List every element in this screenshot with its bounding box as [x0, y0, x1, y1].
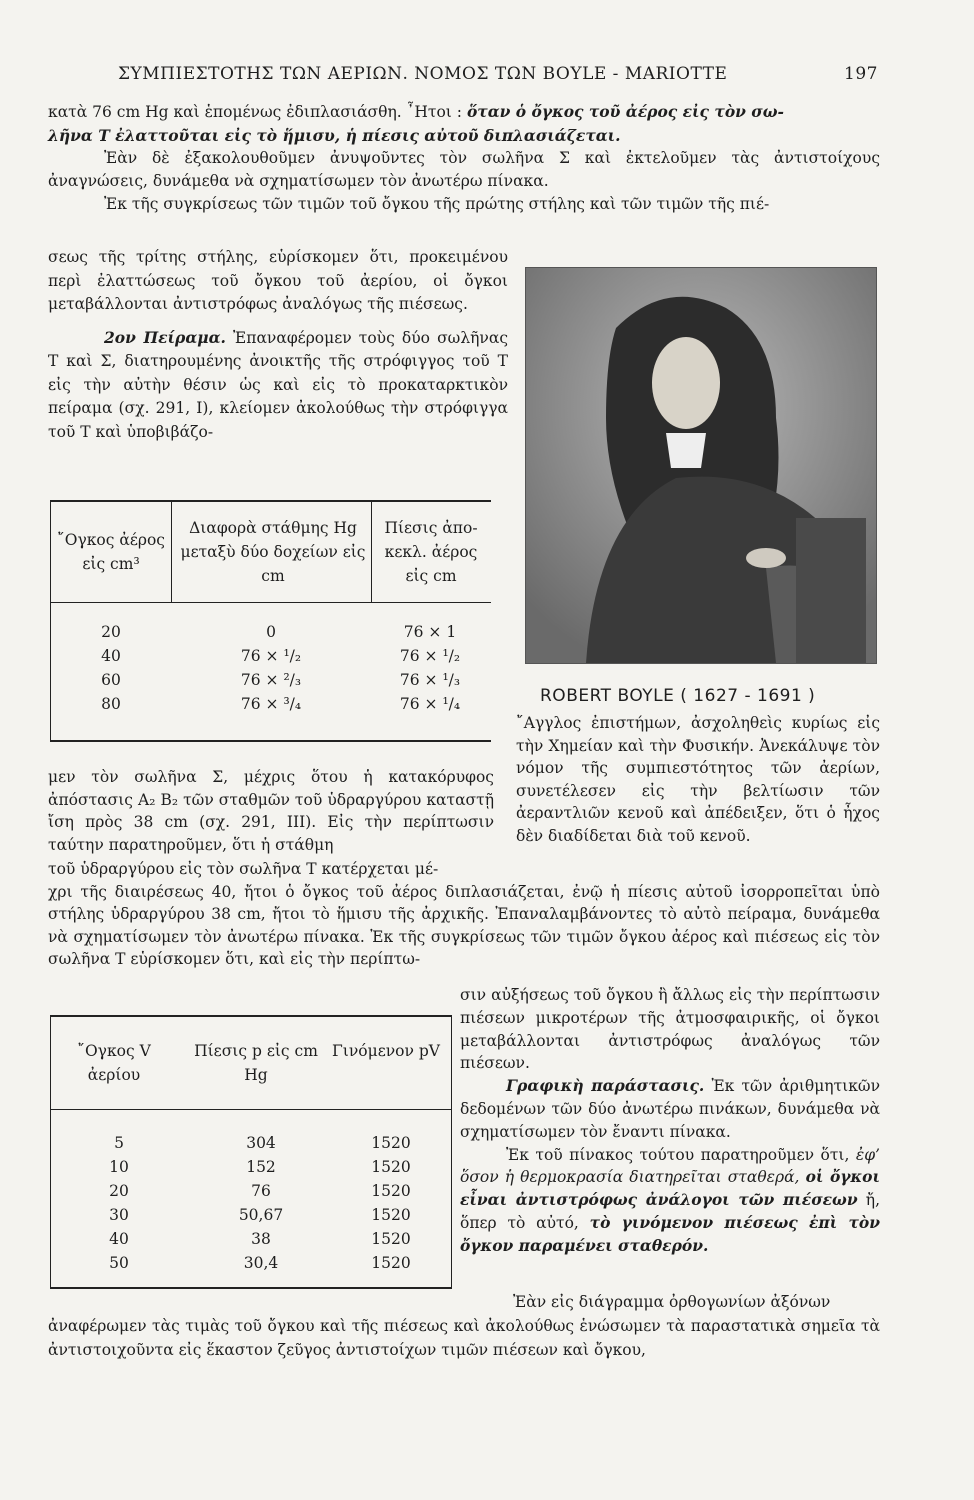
table-1-header-cell: ῎Ογκος ἀέρος εἰς cm³	[57, 531, 165, 573]
intro-line-1-emph: ὅταν ὁ ὄγκος τοῦ ἀέρος εἰς τὸν σω-	[466, 102, 784, 121]
experiment-2-label: 2ον Πείραμα.	[104, 327, 226, 347]
table-1-cell: 0	[266, 623, 276, 641]
right-col-paragraph-1: σιν αὐξήσεως τοῦ ὄγκου ἢ ἄλλως εἰς τὴν περίπτωσιν πιέσεων μικροτέρων τῆς ἀτμοσφαιρικῆς, οἱ ὄγκοι μεταβάλλονται ἀντιστρόφως ἀναλόγως τῶν πιέσεων.	[460, 986, 880, 1073]
middle-paragraph-text: χρι τῆς διαιρέσεως 40, ἤτοι ὁ ὄγκος τοῦ ἀέρος διπλασιάζεται, ἐνῷ ἡ πίεσις αὐτοῦ ἰσορροπεῖται ὑπὸ στήλης ὑδραργύρου 38 cm, ἤτοι τὸ ἥμισυ τῆς ἀρχικῆς. Ἐπαναλαμβάνοντες τὸ αὐτὸ πείραμα, δυνάμεθα νὰ σχηματίσωμεν τὸν ἀνωτέρω πίνακα. Ἐκ τῆς συγκρίσεως τῶν τιμῶν ὄγκου ἀέρος καὶ πιέσεως εἰς τὸν σωλῆνα Τ εὑρίσκομεν ὅτι, καὶ εἰς τὴν περίπτω-	[48, 882, 880, 968]
table-2-cell: 1520	[371, 1230, 411, 1248]
table-1	[50, 500, 491, 742]
intro-line-1	[48, 100, 880, 124]
table-2-cell: 50	[109, 1254, 129, 1272]
table-2-cell: 40	[109, 1230, 129, 1248]
right-column	[460, 984, 880, 1258]
table-2-cell: 38	[251, 1230, 271, 1248]
table-2-cell: 76	[251, 1182, 271, 1200]
intro-line-1-text: κατὰ 76 cm Hg καὶ ἑπομένως ἐδιπλασιάσθη. ῏Ητοι :	[48, 103, 467, 121]
table-2-cell: 50,67	[238, 1206, 284, 1224]
table-1-cell: 76 × 1	[403, 623, 457, 641]
table-2-cell: 30,4	[243, 1254, 279, 1272]
closing-text: ἀναφέρωμεν τὰς τιμὰς τοῦ ὄγκου καὶ τῆς πιέσεως καὶ ἀκολούθως ἑνώσωμεν τὰ παραστατικὰ σημεῖα τὰ ἀντιστοιχοῦντα εἰς ἕκαστον ζεῦγος ἀντιστοίχων τιμῶν πιέσεων καὶ ὄγκου,	[48, 1317, 880, 1359]
table-1-header-cell: Πίεσις ἀπο- κεκλ. ἀέρος εἰς cm	[384, 519, 478, 585]
table-2-cell: 10	[109, 1158, 129, 1176]
conclusion-text-d: ἤ, ὅπερ τὸ αὐτό,	[460, 1191, 880, 1232]
conclusion-text-c: οἱ ὄγκοι εἶναι ἀντιστρόφως ἀνάλογοι τῶν πιέσεων	[460, 1167, 880, 1210]
table-2-cell: 1520	[371, 1134, 411, 1152]
page-number: 197	[844, 64, 878, 84]
table-2-cell: 30	[109, 1206, 129, 1224]
graphic-representation-text: Ἐκ τῶν ἀριθμητικῶν δεδομένων τῶν δύο ἀνωτέρω πινάκων, δυνάμεθα νὰ σχηματίσωμεν τὸν ἔναντι πίνακα.	[460, 1077, 880, 1141]
experiment-2-paragraph	[48, 326, 508, 445]
conclusion-text-b: ἐφ’ ὅσον ἡ θερμοκρασία διατηρεῖται σταθερά,	[460, 1145, 880, 1187]
table-2-header-cell: Γινόμενον pV	[332, 1042, 440, 1060]
table-1-cell: 76 × ²/₃	[240, 671, 302, 689]
table-1-cell: 20	[101, 623, 121, 641]
experiment-2-text: Ἐπαναφέρομεν τοὺς δύο σωλῆνας Τ καὶ Σ, διατηρουμένης ἀνοικτῆς τῆς στρόφιγγος τοῦ Τ εἰς τὴν αὐτὴν θέσιν ὡς καὶ εἰς τὸ προκαταρκτικὸν πείραμα (σχ. 291, I), κλείομεν ἀκολούθως τὴν στρόφιγγα τοῦ Τ καὶ ὑποβιβάζο-	[48, 328, 508, 441]
middle-paragraph-first-line: τοῦ ὑδραργύρου εἰς τὸν σωλῆνα Τ κατέρχεται μέ-	[48, 860, 439, 878]
portrait-engraving-icon	[526, 268, 876, 663]
table-1-divider	[171, 502, 172, 602]
table-1-cell: 76 × ³/₄	[240, 695, 302, 713]
table-1-cell: 40	[101, 647, 121, 665]
table-1-divider	[371, 502, 372, 602]
left-column-1	[48, 246, 508, 444]
table-1-cell: 76 × ¹/₂	[240, 647, 302, 665]
intro-line-2: λῆνα Τ ἐλαττοῦται εἰς τὸ ἥμισυ, ἡ πίεσις αὐτοῦ διπλασιάζεται.	[48, 126, 621, 145]
table-2-cell: 152	[246, 1158, 276, 1176]
middle-paragraph	[48, 858, 880, 971]
closing-paragraph	[48, 1290, 880, 1362]
conclusion-paragraph	[460, 1144, 880, 1258]
portrait-caption-text: ῎Αγγλος ἐπιστήμων, ἀσχοληθεὶς κυρίως εἰς τὴν Χημείαν καὶ τὴν Φυσικήν. Ἀνεκάλυψε τὸν νόμον τῆς συμπιεστότητος τῶν ἀερίων, συνετέλεσεν εἰς τὴν βελτίωσιν τῶν ἀεραντλιῶν κενοῦ καὶ ἀπέδειξεν, ὅτι ὁ ἦχος δὲν διαδίδεται διὰ τοῦ κενοῦ.	[516, 714, 880, 845]
table-2-cell: 1520	[371, 1158, 411, 1176]
table-1-cell: 76 × ¹/₃	[399, 671, 461, 689]
table-1-cell: 60	[101, 671, 121, 689]
table-1-cell: 80	[101, 695, 121, 713]
closing-first-line: Ἐὰν εἰς διάγραμμα ὀρθογωνίων ἀξόνων	[513, 1293, 831, 1311]
table-2-header-cell: Πίεσις p εἰς cm Hg	[194, 1042, 318, 1084]
table-2-cell: 5	[114, 1134, 124, 1152]
intro-paragraph-2: Ἐὰν δὲ ἐξακολουθοῦμεν ἀνυψοῦντες τὸν σωλῆνα Σ καὶ ἐκτελοῦμεν τὰς ἀντιστοίχους ἀναγνώσεις, δυνάμεθα νὰ σχηματίσωμεν τὸν ἀνωτέρω πίνακα.	[48, 149, 880, 190]
table-2	[50, 1015, 452, 1289]
intro-block	[48, 100, 880, 216]
table-1-cell: 76 × ¹/₄	[399, 695, 461, 713]
table-1-header-cell: Διαφορὰ στάθμης Hg μεταξὺ δύο δοχείων εἰς cm	[180, 519, 366, 585]
table-2-cell: 1520	[371, 1206, 411, 1224]
portrait-caption-title: ROBERT BOYLE ( 1627 - 1691 )	[540, 686, 816, 706]
table-2-cell: 20	[109, 1182, 129, 1200]
conclusion-text-e: τὸ γινόμενον πιέσεως ἐπὶ τὸν ὄγκον παραμένει σταθερόν.	[460, 1212, 880, 1255]
running-header	[118, 64, 878, 84]
graphic-representation-paragraph	[460, 1075, 880, 1143]
intro-paragraph-3-first-line: Ἐκ τῆς συγκρίσεως τῶν τιμῶν τοῦ ὄγκου τῆς πρώτης στήλης καὶ τῶν τιμῶν τῆς πιέ-	[104, 195, 770, 213]
robert-boyle-portrait	[525, 267, 877, 664]
table-2-cell: 304	[246, 1134, 276, 1152]
table-2-header-cell: ῎Ογκος V ἀερίου	[77, 1042, 151, 1084]
table-2-cell: 1520	[371, 1182, 411, 1200]
left-col-paragraph: σεως τῆς τρίτης στήλης, εὑρίσκομεν ὅτι, προκειμένου περὶ ἐλαττώσεως τοῦ ὄγκου τοῦ ἀερίου, οἱ ὄγκοι μεταβάλλονται ἀντιστρόφως ἀναλόγως τῆς πιέσεως.	[48, 248, 508, 313]
header-title: ΣΥΜΠΙΕΣΤΟΤΗΣ ΤΩΝ ΑΕΡΙΩΝ. ΝΟΜΟΣ ΤΩΝ BOYLE - MARIOTTE	[118, 64, 728, 84]
left-column-2: μεν τὸν σωλῆνα Σ, μέχρις ὅτου ἡ κατακόρυφος ἀπόστασις Α₂ Β₂ τῶν σταθμῶν τοῦ ὑδραργύρου καταστῇ ἴση πρὸς 38 cm (σχ. 291, III). Εἰς τὴν περίπτωσιν ταύτην παρατηροῦμεν, ὅτι ἡ στάθμη	[48, 768, 494, 854]
table-2-cell: 1520	[371, 1254, 411, 1272]
conclusion-text-a: Ἐκ τοῦ πίνακος τούτου παρατηροῦμεν ὅτι,	[506, 1145, 856, 1164]
graphic-representation-label: Γραφικὴ παράστασις.	[506, 1076, 705, 1096]
table-1-cell: 76 × ¹/₂	[399, 647, 461, 665]
